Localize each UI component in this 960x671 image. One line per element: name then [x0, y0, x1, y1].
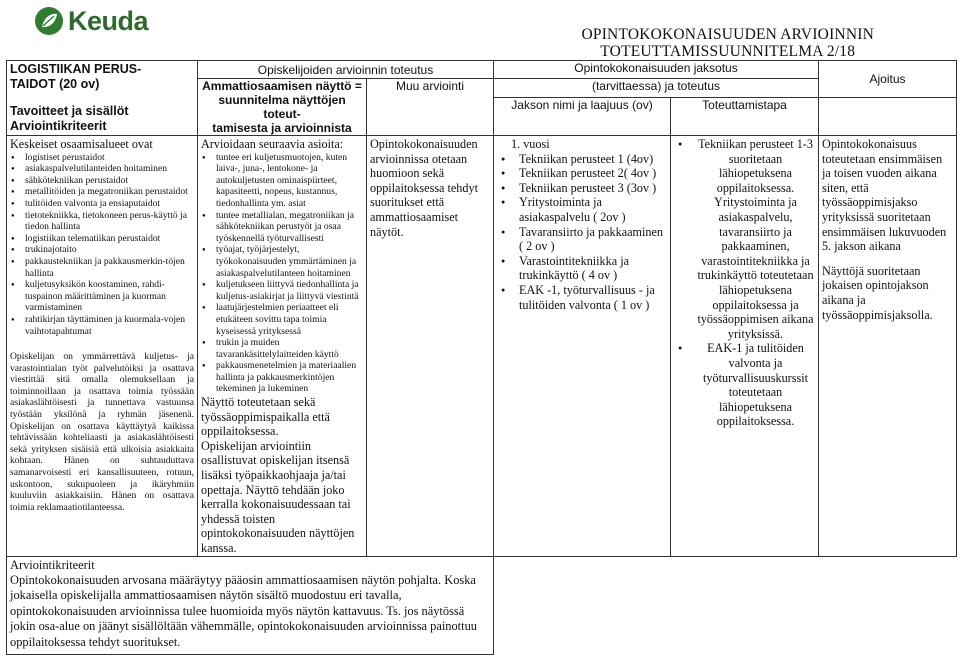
header-timing-empty	[819, 98, 957, 136]
col2-paragraph-2: Opiskelijan arviointiin osallistuvat opiskelijan itsensä lisäksi työpaikkaohjaaja ja/tai opettaja. Näyttö tehdään joko kerralla kokonaisuudessaan tai yhdessä toisten opintokokonaisuuden näyttöjen kanssa.	[201, 438, 355, 555]
list-item: ● laatujärjestelmien periaatteet eli etukäteen sovittu tapa toimia kyseisessä yrityksessä	[201, 302, 363, 337]
criteria-heading-bottom: Arviointikriteerit	[10, 557, 95, 572]
keuda-logo	[34, 4, 148, 38]
col2-heading: Arvioidaan seuraavia asioita:	[201, 137, 344, 151]
year-label: 1. vuosi	[511, 137, 550, 151]
list-item: ● kuljetusyksikön koostaminen, rahdi-tuspainon määrittäminen ja kuorman varmistaminen	[10, 279, 194, 314]
document-title-line-1: OPINTOKOKONAISUUDEN ARVIOINNIN	[581, 26, 874, 43]
header-skills-demo	[198, 79, 367, 136]
col2-paragraph-1: Näyttö toteutetaan sekä työssäoppimispaikalla että oppilaitoksessa.	[201, 395, 330, 439]
list-item: ● logistiset perustaidot	[10, 152, 194, 164]
col1-paragraph: Opiskelijan on ymmärrettävä kuljetus- ja varastointialan työt palvelutöiksi ja osattava viestittää sitä omalla olemuksellaan ja toiminnoillaan ja osattava toimia työssään asiakaslähtöisesti ja tunnettava vastuunsa työstään yksilönä ja ryhmän jäsenenä. Opiskelijan on osattava käyttäytyä kaikissa tehtävissään kohteliaasti ja asiakaslähtöisesti sekä yrityksen sisäisiä että ulkoisia asiakkaita kohtaan. Hänen on suhtauduttava samanarvoisesti eri kansallisuuteen, rotuun, uskontoon, sukupuoleen ja ikäryhmiin kuuluviin asiakkaisiin. Hänen on osattava toimia reklamaatiotilanteessa.	[10, 351, 194, 513]
criteria-text: Opintokokonaisuuden arvosana määräytyy pääosin ammattiosaamisen näytön pohjalta. Koska jokaisella opiskelijalla ammattiosaamisen näytön sisältö muodostuu eri tavalla, opintokokonaisuuden arvioinnissa tulee huomioida myös näytön kattavuus. Ts. jos näytössä jokin osa-alue on jäänyt sisällöltään vähemmälle, opintokokonaisuuden arvioinnissa painottuu oppilaitoksessa tehdyt suoritukset.	[10, 573, 477, 649]
logo-text: Keuda	[68, 5, 149, 36]
header-timing: Ajoitus	[819, 61, 957, 98]
list-item: ● pakkaustekniikan ja pakkausmerkin-töjen hallinta	[10, 256, 194, 279]
col6-paragraph-2: Näyttöjä suoritetaan jokaisen opintojakson aikana ja työssäoppimisjaksolla.	[822, 263, 933, 322]
assessed-items-list	[201, 152, 363, 395]
list-item: ● trukinajotaito	[10, 244, 194, 256]
col6-paragraph-1: Opintokokonaisuus toteutetaan ensimmäisen ja toisen vuoden aikana siten, että työssäoppimisjakso yrityksissä suoritetaan ensimmäisen lukuvuoden 5. jakson aikana	[822, 137, 947, 254]
timing-cell	[819, 136, 957, 557]
header-module	[7, 61, 198, 136]
period-cell	[494, 136, 671, 557]
other-assessment-cell	[367, 136, 494, 557]
list-item: ● tulitöiden valvonta ja ensiaputaidot	[10, 198, 194, 210]
list-item: ● kuljetukseen liittyvä tiedonhallinta ja kuljetus-asiakirjat ja liittyvä viestintä	[201, 279, 363, 302]
list-item: ● Tekniikan perusteet 3 (3ov )	[497, 181, 667, 196]
header-student-assessment: Opiskelijoiden arvioinnin toteutus	[198, 61, 494, 79]
skills-demo-line-2: suunnitelma näyttöjen toteut-	[218, 93, 346, 121]
list-item: ● logistiikan telematiikan perustaidot	[10, 233, 194, 245]
list-item: ● rahtikirjan täyttäminen ja kuormala-vojen vaihtotapahtumat	[10, 314, 194, 337]
keuda-leaf-icon	[34, 6, 64, 36]
skills-demo-line-3: tamisesta ja arvioinnista	[212, 121, 352, 135]
header-implementer: Toteuttamistapa	[671, 98, 819, 136]
list-item: ● sähkötekniikan perustaidot	[10, 175, 194, 187]
module-title-line-1: LOGISTIIKAN PERUS-	[10, 62, 142, 76]
document-title-line-2: TOTEUTTAMISSUUNNITELMA 2/18	[600, 43, 856, 60]
implementation-list	[674, 137, 815, 429]
list-item: ● työajat, työjärjestelyt, työkokonaisuuden ymmärtäminen ja asiakaspalvelutilanteen hoitaminen	[201, 244, 363, 279]
list-item: ● Varastointitekniikka ja trukinkäyttö ( 4 ov )	[497, 254, 667, 283]
list-item: ● Tekniikan perusteet 1 (4ov)	[497, 152, 667, 167]
header-period-name: Jakson nimi ja laajuus (ov)	[494, 98, 671, 136]
list-item: ● Tekniikan perusteet 1-3 suoritetaan lähiopetuksena oppilaitoksessa. Yritystoiminta ja asiakaspalvelu, tavaransiirto ja pakkaaminen, varastointitekniikka ja trukinkäyttö toteutetaan lähiopetuksena oppilaitoksessa ja työssäoppimisen aikana yrityksissä.	[674, 137, 815, 341]
col3-text: Opintokokonaisuuden arvioinnissa otetaan huomioon sekä oppilaitoksessa tehdyt suoritukset että ammattiosaamiset näytöt.	[370, 137, 478, 239]
assessment-plan-table	[6, 60, 957, 655]
goals-heading: Tavoitteet ja sisällöt	[10, 104, 129, 118]
list-item: ● tuntee metallialan, megatroniikan ja sähkötekniikan perustyöt ja osaa työskennellä työturvallisesti	[201, 210, 363, 245]
list-item: ● pakkausmenetelmien ja materiaalien hallinta ja pakkausmerkintöjen tekeminen ja lukeminen	[201, 360, 363, 395]
criteria-heading: Arviointikriteerit	[10, 119, 107, 133]
skills-demo-cell	[198, 136, 367, 557]
col1-heading: Keskeiset osaamisalueet ovat	[10, 137, 153, 151]
goals-cell	[7, 136, 198, 557]
list-item: ● Yritystoiminta ja asiakaspalvelu ( 2ov )	[497, 195, 667, 224]
criteria-cell	[7, 556, 494, 654]
competence-list	[10, 152, 194, 338]
module-parts-line-1: Opintokokonaisuuden jaksotus	[574, 61, 738, 75]
list-item: ● trukin ja muiden tavarankäsittelylaitteiden käyttö	[201, 337, 363, 360]
header-module-parts	[494, 61, 819, 79]
skills-demo-line-1: Ammattiosaamisen näyttö =	[202, 79, 362, 93]
module-parts-line-2: (tarvittaessa) ja toteutus	[494, 79, 819, 98]
module-title-line-2: TAIDOT (20 ov)	[10, 77, 100, 91]
list-item: ● asiakaspalvelutilanteiden hoitaminen	[10, 163, 194, 175]
document-title	[581, 26, 874, 60]
criteria-empty	[494, 556, 957, 654]
list-item: ● tietotekniikka, tietokoneen perus-käyttö ja tiedon hallinta	[10, 210, 194, 233]
implementation-cell	[671, 136, 819, 557]
header-other-assessment: Muu arviointi	[367, 79, 494, 136]
period-list	[497, 152, 667, 313]
list-item: ● Tekniikan perusteet 2( 4ov )	[497, 166, 667, 181]
list-item: ● EAK-1 ja tulitöiden valvonta ja työturvallisuuskurssit toteutetaan lähiopetuksena oppilaitoksessa.	[674, 341, 815, 429]
list-item: ● tuntee eri kuljetusmuotojen, kuten laiva-, juna-, lentokone- ja autokuljetusten ominaispiirteet, kapasiteetti, nopeus, kustannus, tiedonhallinta ym. asiat	[201, 152, 363, 210]
list-item: ● metallitöiden ja megatroniikan perustaidot	[10, 186, 194, 198]
list-item: ● Tavaransiirto ja pakkaaminen ( 2 ov )	[497, 225, 667, 254]
list-item: ● EAK -1, työturvallisuus - ja tulitöiden valvonta ( 1 ov )	[497, 283, 667, 312]
